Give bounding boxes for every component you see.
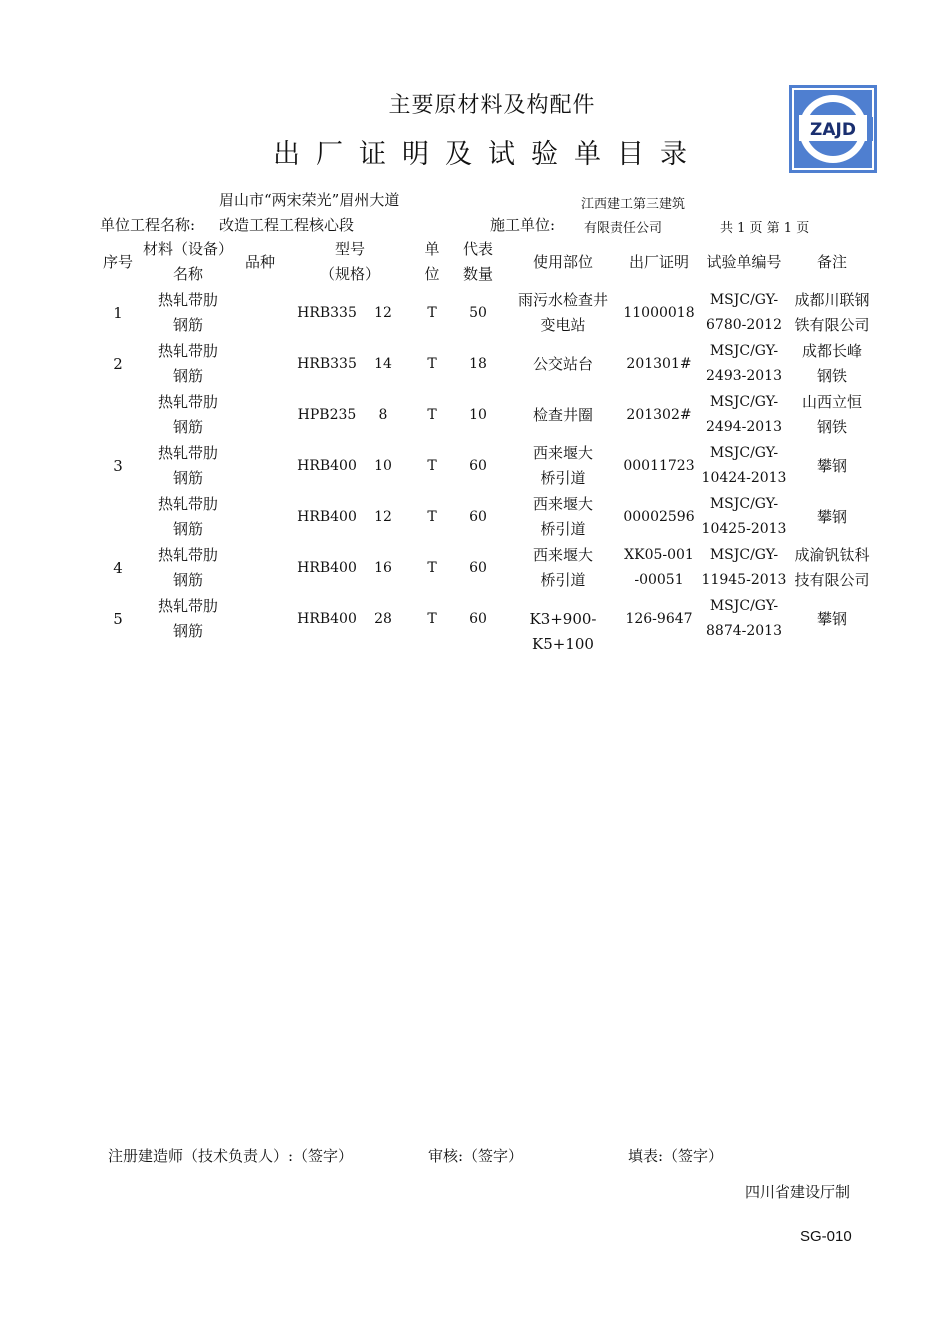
table-cell-cert-1: 11000018 bbox=[623, 305, 695, 321]
table-cell-test-2: 6780-2012 bbox=[706, 317, 782, 333]
table-cell-test-1: MSJC/GY- bbox=[709, 547, 779, 563]
project-name-label: 单位工程名称: bbox=[100, 216, 196, 234]
col-material-1: 材料（设备） bbox=[142, 240, 233, 258]
document-subtitle: 出厂证明及试验单目录 bbox=[273, 139, 703, 170]
table-cell-usage-2: 桥引道 bbox=[540, 520, 586, 538]
table-cell-qty: 60 bbox=[469, 458, 487, 474]
table-cell-size: 28 bbox=[374, 611, 392, 627]
table-cell-name-1: 热轧带肋 bbox=[157, 291, 218, 309]
table-cell-remark-2: 技有限公司 bbox=[794, 571, 870, 589]
contractor-line1: 江西建工第三建筑 bbox=[581, 197, 686, 212]
table-cell-remark-1: 成渝钒钛科 bbox=[794, 546, 870, 564]
table-cell-unit: T bbox=[427, 458, 437, 474]
table-cell-seq: 1 bbox=[113, 304, 123, 322]
preparer-signature: 填表:（签字） bbox=[628, 1147, 724, 1165]
table-cell-name-1: 热轧带肋 bbox=[157, 546, 218, 564]
col-model-1: 型号 bbox=[334, 240, 365, 258]
reviewer-signature: 审核:（签字） bbox=[428, 1147, 524, 1165]
table-cell-size: 8 bbox=[378, 407, 388, 423]
col-usage: 使用部位 bbox=[532, 253, 593, 271]
table-cell-usage-2: 桥引道 bbox=[540, 469, 586, 487]
table-cell-usage-2: 变电站 bbox=[540, 316, 586, 334]
table-cell-qty: 60 bbox=[469, 509, 487, 525]
table-cell-test-1: MSJC/GY- bbox=[709, 292, 779, 308]
issuer: 四川省建设厅制 bbox=[745, 1183, 851, 1201]
document-title: 主要原材料及构配件 bbox=[388, 93, 596, 118]
engineer-signature: 注册建造师（技术负责人）:（签字） bbox=[108, 1147, 354, 1165]
col-qty-1: 代表 bbox=[462, 240, 493, 258]
col-test-no: 试验单编号 bbox=[706, 253, 782, 271]
col-seq: 序号 bbox=[102, 253, 133, 271]
table-cell-cert-1: XK05-001 bbox=[624, 547, 694, 563]
table-cell-test-2: 8874-2013 bbox=[706, 623, 782, 639]
table-cell-remark-1: 山西立恒 bbox=[801, 393, 862, 411]
table-cell-grade: HRB335 bbox=[297, 305, 357, 321]
form-code: SG-010 bbox=[800, 1228, 852, 1245]
logo-text: ZAJD bbox=[810, 120, 856, 140]
table-cell-unit: T bbox=[427, 560, 437, 576]
table-cell-test-2: 2494-2013 bbox=[706, 419, 782, 435]
table-cell-usage-1: 西来堰大 bbox=[532, 546, 593, 564]
table-cell-name-2: 钢筋 bbox=[172, 418, 203, 436]
table-cell-name-1: 热轧带肋 bbox=[157, 342, 218, 360]
table-cell-usage-1: 检查井圈 bbox=[532, 406, 593, 424]
table-cell-remark-1: 攀钢 bbox=[816, 457, 847, 475]
table-cell-remark-1: 攀钢 bbox=[816, 610, 847, 628]
table-cell-unit: T bbox=[427, 611, 437, 627]
table-cell-usage-2: 桥引道 bbox=[540, 571, 586, 589]
table-cell-usage-1: 西来堰大 bbox=[532, 444, 593, 462]
table-cell-size: 10 bbox=[374, 458, 392, 474]
table-cell-name-2: 钢筋 bbox=[172, 469, 203, 487]
table-cell-usage-1: 雨污水检查井 bbox=[517, 291, 608, 309]
table-cell-size: 16 bbox=[374, 560, 392, 576]
table-cell-seq: 2 bbox=[113, 355, 123, 373]
table-cell-cert-1: 00011723 bbox=[623, 458, 695, 474]
col-qty-2: 数量 bbox=[462, 265, 493, 283]
col-unit-1: 单 bbox=[424, 240, 440, 258]
table-cell-test-2: 2493-2013 bbox=[706, 368, 782, 384]
table-cell-qty: 50 bbox=[469, 305, 487, 321]
table-cell-unit: T bbox=[427, 305, 437, 321]
table-cell-test-1: MSJC/GY- bbox=[709, 394, 779, 410]
table-cell-test-1: MSJC/GY- bbox=[709, 445, 779, 461]
col-model-2: （规格） bbox=[319, 265, 380, 283]
table-cell-cert-1: 126-9647 bbox=[625, 611, 693, 627]
table-cell-size: 12 bbox=[374, 305, 392, 321]
table-cell-seq: 3 bbox=[113, 457, 123, 475]
table-cell-grade: HPB235 bbox=[297, 407, 357, 423]
project-name-line1: 眉山市“两宋荣光”眉州大道 bbox=[219, 191, 400, 209]
col-cert: 出厂证明 bbox=[628, 253, 689, 271]
table-cell-name-2: 钢筋 bbox=[172, 622, 203, 640]
table-cell-unit: T bbox=[427, 407, 437, 423]
page-info: 共 1 页 第 1 页 bbox=[720, 221, 810, 236]
project-name-line2: 改造工程工程核心段 bbox=[219, 216, 355, 234]
contractor-label: 施工单位: bbox=[490, 216, 556, 234]
table-cell-name-1: 热轧带肋 bbox=[157, 597, 218, 615]
table-cell-seq: 5 bbox=[113, 610, 123, 628]
col-material-2: 名称 bbox=[172, 265, 203, 283]
table-cell-name-2: 钢筋 bbox=[172, 520, 203, 538]
col-variety: 品种 bbox=[244, 253, 275, 271]
table-cell-cert-1: 201302# bbox=[626, 407, 692, 423]
table-cell-name-2: 钢筋 bbox=[172, 367, 203, 385]
table-cell-qty: 60 bbox=[469, 611, 487, 627]
table-cell-usage-1: K3+900-K5+100 bbox=[529, 610, 597, 653]
table-cell-remark-1: 成都川联钢 bbox=[794, 291, 870, 309]
table-cell-unit: T bbox=[427, 356, 437, 372]
table-cell-grade: HRB335 bbox=[297, 356, 357, 372]
table-cell-cert-2: -00051 bbox=[634, 572, 684, 588]
contractor-line2: 有限责任公司 bbox=[584, 221, 663, 236]
table-cell-remark-1: 攀钢 bbox=[816, 508, 847, 526]
table-cell-unit: T bbox=[427, 509, 437, 525]
table-cell-test-2: 10424-2013 bbox=[701, 470, 787, 486]
table-cell-name-2: 钢筋 bbox=[172, 571, 203, 589]
table-cell-cert-1: 00002596 bbox=[623, 509, 695, 525]
table-cell-remark-2: 铁有限公司 bbox=[794, 316, 870, 334]
table-cell-usage-1: 公交站台 bbox=[532, 355, 593, 373]
table-cell-qty: 60 bbox=[469, 560, 487, 576]
table-cell-remark-2: 钢铁 bbox=[816, 418, 847, 436]
table-cell-name-1: 热轧带肋 bbox=[157, 444, 218, 462]
table-cell-name-1: 热轧带肋 bbox=[157, 495, 218, 513]
table-cell-test-2: 10425-2013 bbox=[701, 521, 787, 537]
table-cell-remark-1: 成都长峰 bbox=[801, 342, 862, 360]
col-unit-2: 位 bbox=[424, 265, 440, 283]
zajd-logo bbox=[789, 85, 877, 173]
table-cell-remark-2: 钢铁 bbox=[816, 367, 847, 385]
table-cell-name-1: 热轧带肋 bbox=[157, 393, 218, 411]
table-cell-grade: HRB400 bbox=[297, 509, 357, 525]
table-cell-cert-1: 201301# bbox=[626, 356, 692, 372]
table-cell-qty: 18 bbox=[469, 356, 487, 372]
table-cell-grade: HRB400 bbox=[297, 560, 357, 576]
table-cell-size: 14 bbox=[374, 356, 392, 372]
table-cell-test-1: MSJC/GY- bbox=[709, 343, 779, 359]
table-cell-size: 12 bbox=[374, 509, 392, 525]
table-cell-seq: 4 bbox=[113, 559, 123, 577]
table-cell-grade: HRB400 bbox=[297, 458, 357, 474]
table-cell-qty: 10 bbox=[469, 407, 487, 423]
table-cell-name-2: 钢筋 bbox=[172, 316, 203, 334]
table-cell-usage-1: 西来堰大 bbox=[532, 495, 593, 513]
table-cell-grade: HRB400 bbox=[297, 611, 357, 627]
table-cell-test-2: 11945-2013 bbox=[701, 572, 787, 588]
col-remark: 备注 bbox=[816, 253, 847, 271]
table-cell-test-1: MSJC/GY- bbox=[709, 598, 779, 614]
table-cell-test-1: MSJC/GY- bbox=[709, 496, 779, 512]
